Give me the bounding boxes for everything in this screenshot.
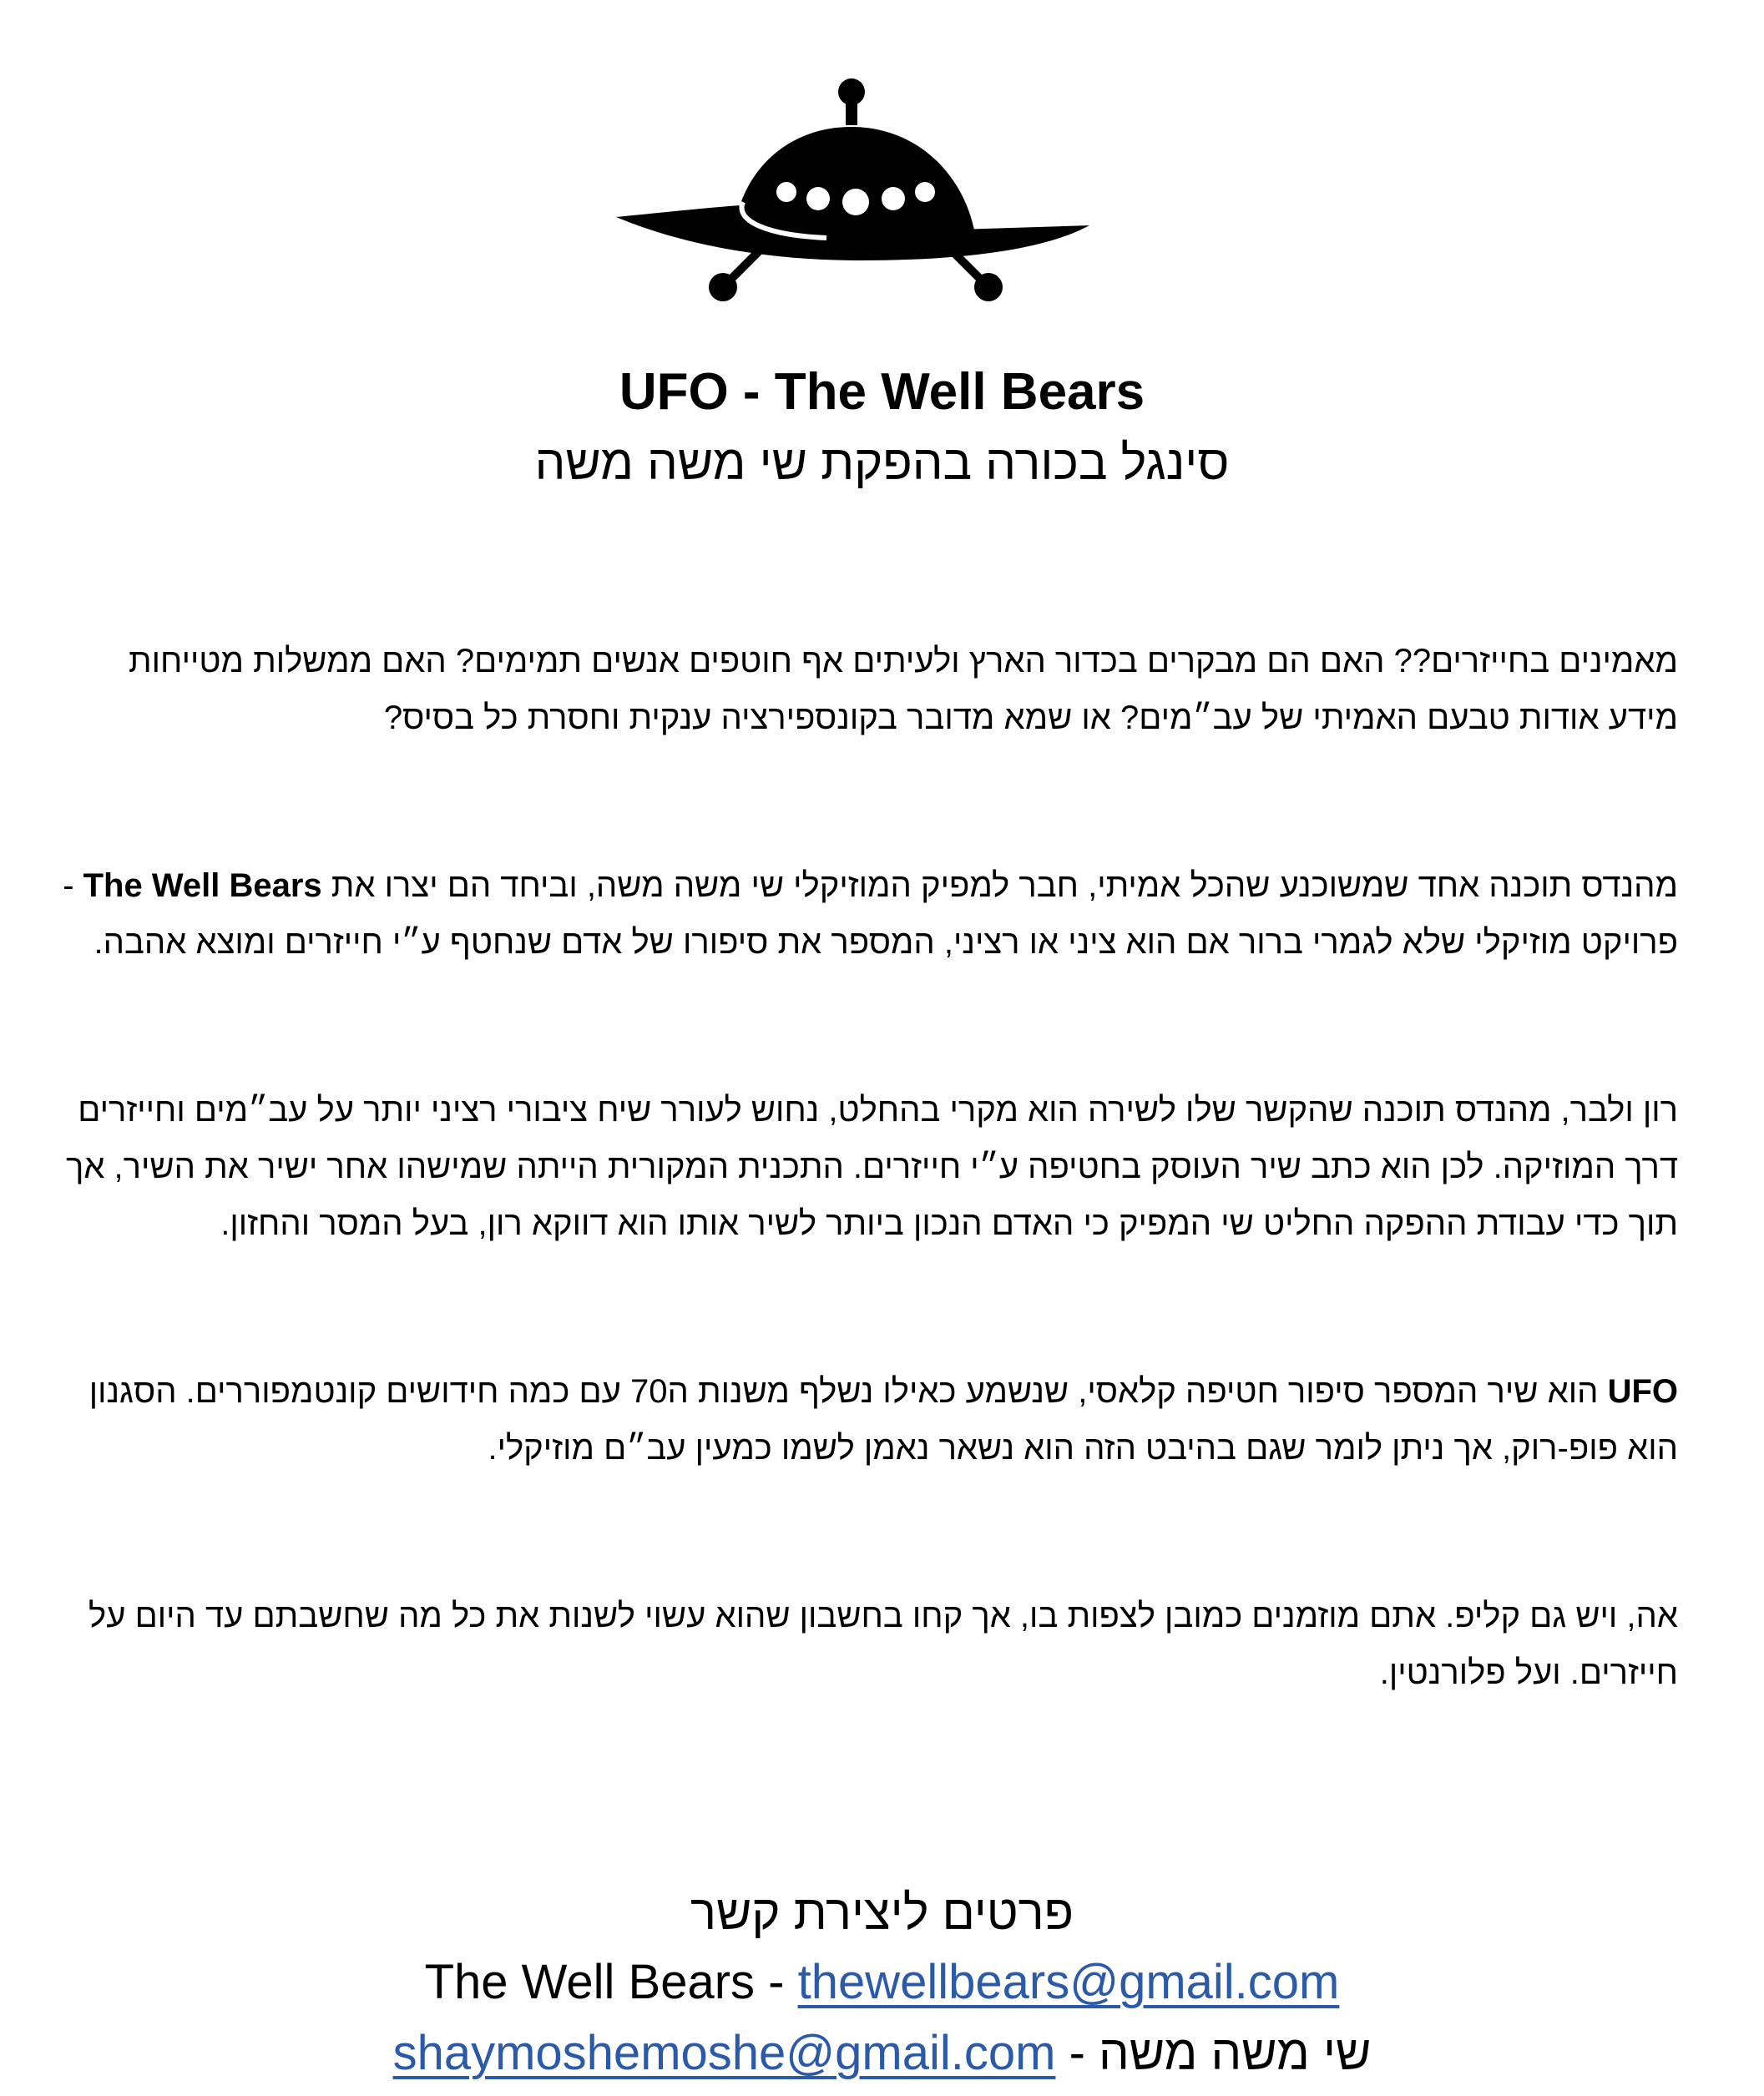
paragraph-5-text: אה, ויש גם קליפ. אתם מוזמנים כמובן לצפות בו, אך קחו בחשבון שהוא עשוי לשנות את כל מה שחשבתם עד היום על חייזרים. ועל פלורנטין. — [88, 1598, 1678, 1691]
page-title: UFO - The Well Bears — [619, 363, 1145, 421]
paragraph-intro — [58, 633, 1678, 746]
paragraph-2-text — [58, 857, 1678, 971]
song-name-bold: UFO — [1607, 1373, 1678, 1410]
contact-line-band — [0, 1947, 1764, 2018]
paragraph-2-end: - פרויקט מוזיקלי שלא לגמרי ברור אם הוא ציני או רציני, המספר את סיפורו של אדם שנחטף ע״י חייזרים ומוצא אהבה. — [63, 867, 1678, 961]
paragraph-singer — [58, 1082, 1678, 1252]
page-subtitle: סינגל בכורה בהפקת שי משה משה — [534, 436, 1230, 490]
paragraph-2-start: מהנדס תוכנה אחד שמשוכנע שהכל אמיתי, חבר למפיק המוזיקלי שי משה משה, וביחד הם יצרו את — [321, 867, 1678, 904]
contact-band-label: The Well Bears - — [424, 1955, 798, 2009]
paragraph-4-text — [58, 1363, 1678, 1477]
paragraph-3-text: רון ולבר, מהנדס תוכנה שהקשר שלו לשירה הוא מקרי בהחלט, נחוש לעורר שיח ציבורי רציני יותר על עב״מים וחייזרים דרך המוזיקה. לכן הוא כתב שיר העוסק בחטיפה ע״י חייזרים. התכנית המקורית הייתה שמישהו אחר ישיר את השיר, אך תוך כדי עבודת ההפקה החליט שי המפיק כי האדם הנכון ביותר לשיר אותו הוא דווקא רון, בעל המסר והחזון. — [65, 1092, 1678, 1242]
contact-producer-label: שי משה משה - — [1055, 2026, 1372, 2080]
contact-line-producer — [0, 2018, 1764, 2088]
paragraph-clip — [58, 1588, 1678, 1701]
contact-heading: פרטים ליצירת קשר — [690, 1886, 1074, 1940]
paragraph-project — [58, 857, 1678, 971]
paragraph-4-rest: הוא שיר המספר סיפור חטיפה קלאסי, שנשמע כאילו נשלף משנות ה70 עם כמה חידושים קונטמפוררים. הסגנון הוא פופ-רוק, אך ניתן לומר שגם בהיבט הזה הוא נשאר נאמן לשמו כמעין עב״ם מוזיקלי. — [88, 1373, 1678, 1467]
band-name-bold: The Well Bears — [83, 867, 322, 904]
producer-email-link[interactable]: shaymoshemoshe@gmail.com — [392, 2026, 1056, 2080]
paragraph-1-text: מאמינים בחייזרים?? האם הם מבקרים בכדור הארץ ולעיתים אף חוטפים אנשים תמימים? האם ממשלות מטייחות מידע אודות טבעם האמיתי של עב״מים? או שמא מדובר בקונספירציה ענקית וחסרת כל בסיס? — [129, 643, 1678, 736]
ufo-icon — [609, 75, 1110, 317]
band-email-link[interactable]: thewellbears@gmail.com — [797, 1955, 1340, 2009]
paragraph-song — [58, 1363, 1678, 1477]
